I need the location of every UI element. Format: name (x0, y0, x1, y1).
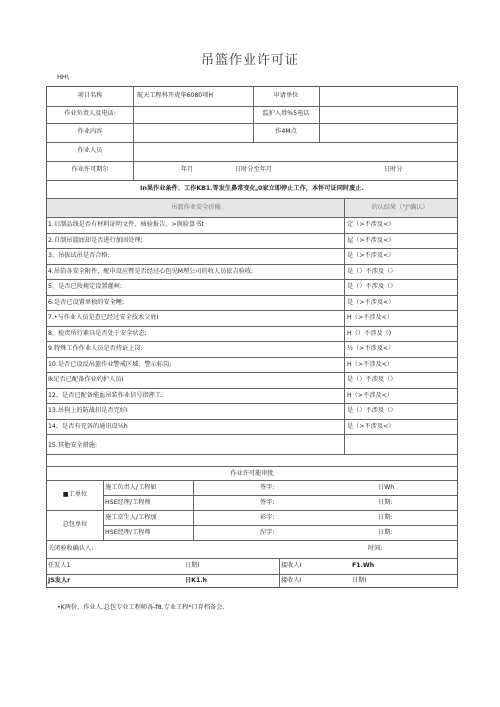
issuer-2: JS发人r (48, 577, 71, 584)
unit1-date-2: 日期: (378, 499, 393, 506)
workers-label: 作业人员 (77, 147, 103, 154)
checklist-header-left: 吊篮作业安全折桶 (171, 204, 221, 211)
unit1-date-1: 日Wh (378, 484, 395, 491)
checklist-item: 6.是否已设置单独的安全鲤; (48, 298, 125, 306)
checklist-result: 是（）不涉及（） (347, 283, 397, 290)
validity-to: 日时分 (384, 166, 403, 173)
footnote: •K两份，作业人.总包专业工程师各-f8.专业工程*口存档备会. (57, 604, 225, 611)
receiver-1: 接收人I (281, 562, 302, 569)
unit2-date-2: 日期: (378, 529, 393, 536)
unit2-label: 总包单位 (62, 521, 88, 528)
serial-number: HH\ (57, 73, 69, 81)
receiver-2: 接收人I (281, 577, 302, 584)
checklist-result: 是（>不涉及<） (347, 298, 395, 306)
unit2-date-1: 日期: (378, 514, 393, 521)
approval-title: 作业许可能审批 (230, 470, 274, 477)
content-label: 作业内容 (77, 128, 103, 135)
supervisor-label: 监护人姓%5电话 (262, 110, 310, 117)
checklist-result: 是（）不涉及（） (347, 267, 397, 275)
issuer-date-1: 日期I (185, 562, 200, 569)
other-measures-label: 15.其他安全措施: (48, 442, 98, 449)
receive-date-1: F1.Wh (352, 562, 375, 569)
checklist-result: H（）不涉及（) (347, 329, 392, 337)
time-label: 时间: (368, 545, 383, 552)
applicant-unit-label: 申请单位 (273, 92, 299, 99)
checklist-item: 14、是否有充各的通讯设¼h (48, 422, 128, 430)
location-label: 作4M点 (275, 128, 297, 135)
checklist-result: H（>不涉及<） (347, 391, 393, 399)
checklist-item: 7.•与作业人员是查已经过安全技术父底I (48, 314, 159, 321)
leader-phone-label: 作业负责人及电话: (64, 110, 116, 117)
checklist-item: 10.是否已设反吊篮作业警戒区域、警示标岗; (48, 360, 172, 368)
unit2-role-1: 施工京生人/工程加 (105, 514, 157, 521)
checklist-result: ½（>不涉及<） (347, 345, 395, 352)
checklist-item: 12、是否已配备能血吊装作业信号指挥工: (48, 391, 164, 399)
checklist-result: 是（>不涉及<） (347, 422, 395, 430)
checklist-item: 2.自制吊篮底却是否进行加固处理; (48, 236, 143, 244)
issuer-date-2: 日K1.h (185, 577, 208, 584)
checklist-item: 9.特殊工作作业人员是否持证上岗: (48, 345, 143, 352)
checklist-item: 13.吊狗上的防战扣是否完好I (48, 407, 128, 414)
unit2-role-2: HSE经理/工程师 (105, 529, 151, 536)
checklist-item: 5、是否已按规定设置灌柯: (48, 283, 123, 290)
checklist-item: 4.吊箔各安全附件、配申设应暨是否经过心包见M理公司的收人员依吉验收: (48, 267, 254, 275)
unit1-sign-2: 签字: (260, 499, 275, 506)
checklist-result: 是（>不涉及<） (347, 252, 395, 259)
checklist-result: 是（）不涉及（） (347, 376, 397, 383)
checklist-item: 8、检责所行素具是否处于安全状态; (48, 329, 147, 337)
validity-year-month: 年月 (181, 166, 194, 173)
checklist-result: 定（>不涉及<） (347, 221, 395, 228)
checklist-result: H（>不涉及<） (347, 314, 393, 321)
unit2-sign-1: 彩字: (260, 514, 275, 521)
unit1-sign-1: 签字: (260, 484, 275, 491)
project-name-label: 项目名称 (77, 92, 103, 99)
checklist-item: 3、吊拔试吊是否合格: (48, 252, 110, 259)
receive-date-2: 日期I (352, 577, 367, 584)
project-name-value: 航天工程科开虎华6080项H (137, 92, 214, 99)
checklist-item: Ik足否已配备作业妁护人员I (48, 376, 124, 383)
checklist-header-right: 的认结果（"J"确认） (371, 204, 429, 211)
checklist-result: 屋（>不涉及<） (347, 236, 395, 244)
unit2-sign-2: 涅字: (260, 529, 275, 536)
checklist-result: H（>不涉及<） (347, 360, 393, 368)
validity-label: 作业许可期尔 (71, 166, 109, 173)
notice-text: In果作业条件、工作KB1.等发生鼻常变化,0家立即停止工作，本怀可证同时废止. (140, 185, 364, 192)
unit1-label: ■工单位 (62, 491, 88, 498)
issuer-1: 任发人1 (48, 562, 71, 569)
validity-from: 日时分至年月 (235, 166, 273, 173)
unit1-role-2: HSE经理/工程师 (105, 499, 151, 506)
unit1-role-1: 施工负责人/工程如 (105, 484, 157, 491)
checklist-result: 是（）不涉及（） (347, 407, 397, 414)
inspector-label: 关闭验收确认人: (48, 545, 94, 552)
permit-title: 吊篮作业许可证 (200, 53, 299, 68)
checklist-item: 1.启制品线是否有材料证明文件、核验报告、>换脸算书t (48, 221, 204, 228)
